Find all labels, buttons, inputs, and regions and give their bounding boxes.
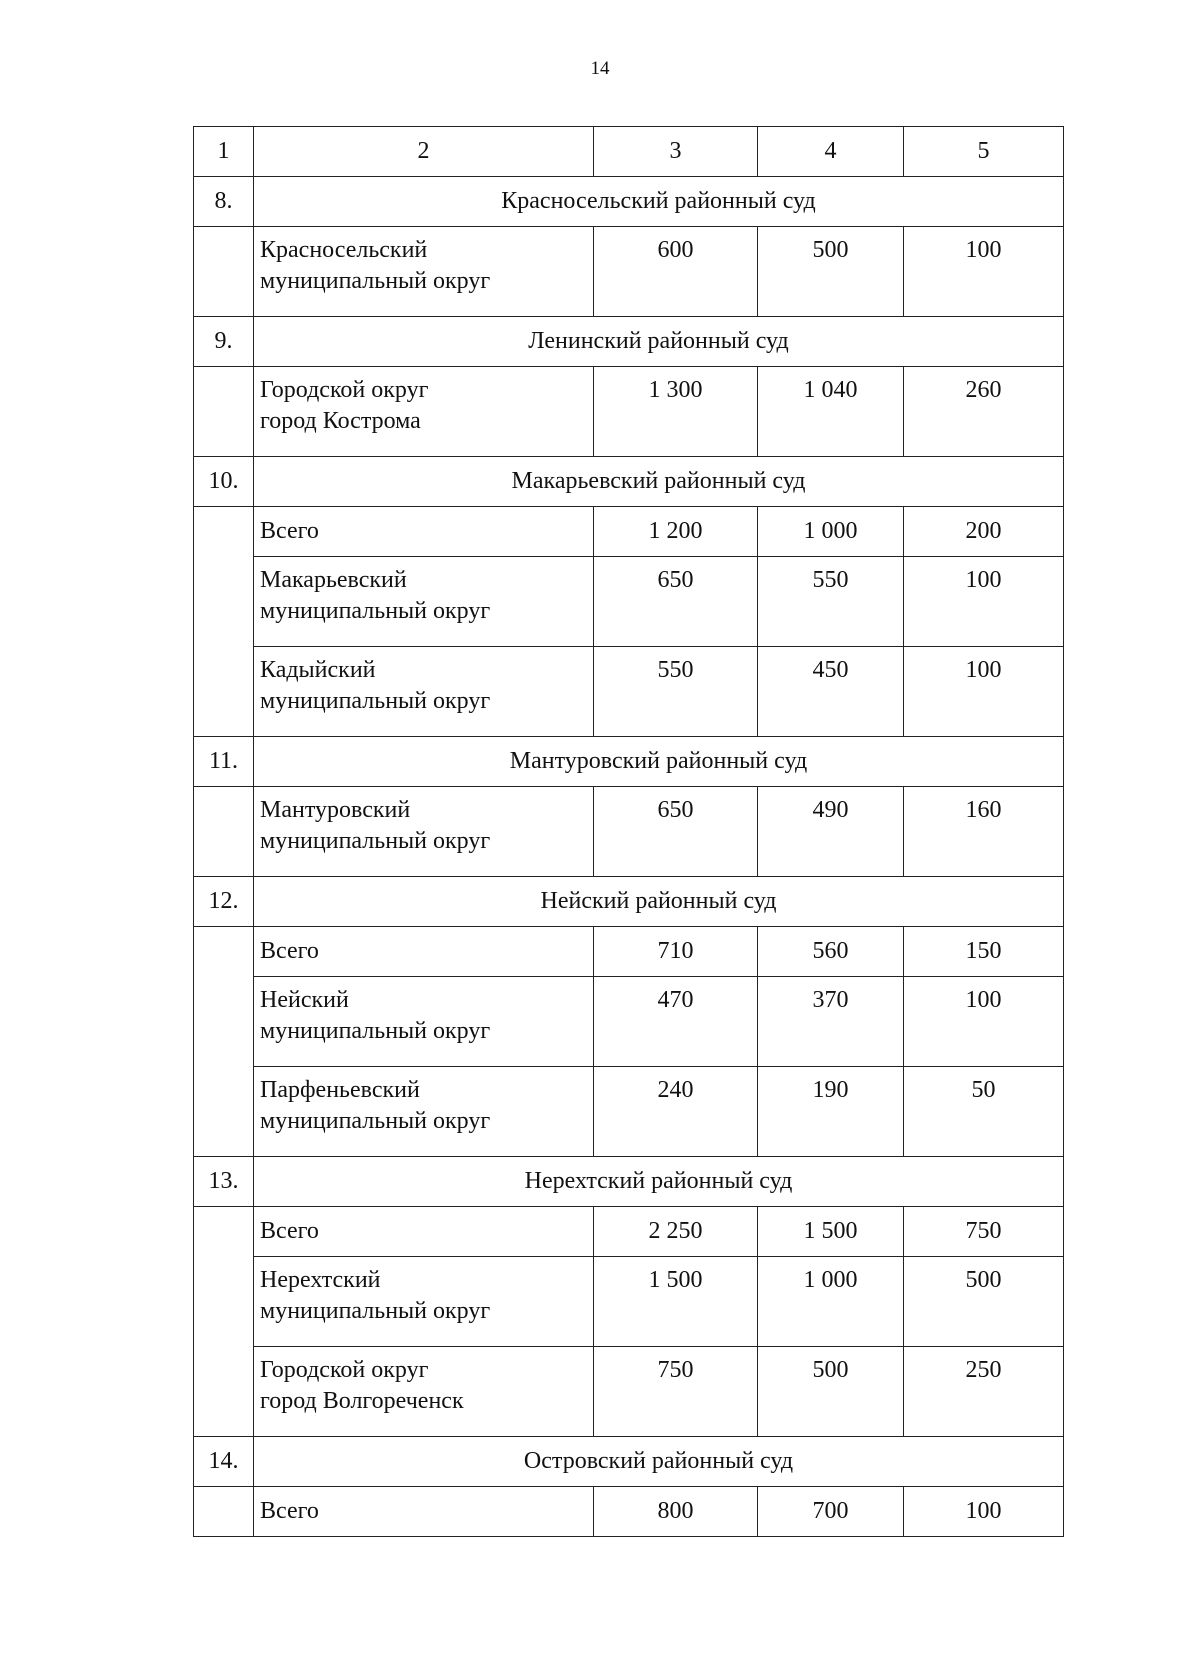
value-col5-cell: 250 <box>904 1347 1064 1437</box>
table-row <box>194 977 1064 1067</box>
table-row <box>194 1257 1064 1347</box>
district-name-line: Парфеньевский <box>260 1077 420 1103</box>
table-row <box>194 557 1064 647</box>
district-name-cell <box>254 557 594 647</box>
district-name-line: муниципальный округ <box>260 1298 491 1324</box>
table-row <box>194 1067 1064 1157</box>
district-name-cell <box>254 1487 594 1537</box>
court-row <box>194 457 1064 507</box>
district-name-line: муниципальный округ <box>260 1018 491 1044</box>
empty-number-cell <box>194 1207 254 1437</box>
court-name: Макарьевский районный суд <box>254 457 1064 507</box>
value-col3-cell: 710 <box>594 927 758 977</box>
empty-number-cell <box>194 507 254 737</box>
district-name-line: Нейский <box>260 987 349 1013</box>
value-col4-cell: 1 000 <box>758 507 904 557</box>
district-name-cell <box>254 507 594 557</box>
value-col4-cell: 1 500 <box>758 1207 904 1257</box>
value-col4-cell: 550 <box>758 557 904 647</box>
district-name-line: Нерехтский <box>260 1267 381 1293</box>
table-row <box>194 1487 1064 1537</box>
court-number: 10. <box>194 457 254 507</box>
district-name-line: Всего <box>260 518 319 544</box>
court-number: 8. <box>194 177 254 227</box>
value-col3-cell: 240 <box>594 1067 758 1157</box>
value-col3-cell: 470 <box>594 977 758 1067</box>
court-row <box>194 877 1064 927</box>
value-col4-cell: 490 <box>758 787 904 877</box>
empty-number-cell <box>194 1487 254 1537</box>
table-row <box>194 927 1064 977</box>
empty-number-cell <box>194 787 254 877</box>
district-name-line: Красносельский <box>260 237 428 263</box>
value-col5-cell: 150 <box>904 927 1064 977</box>
value-col3-cell: 650 <box>594 557 758 647</box>
district-name-line: Городской округ <box>260 1357 429 1383</box>
district-name-line: Всего <box>260 1218 319 1244</box>
value-col3-cell: 750 <box>594 1347 758 1437</box>
district-name-line: Всего <box>260 1498 319 1524</box>
value-col3-cell: 1 300 <box>594 367 758 457</box>
value-col4-cell: 500 <box>758 227 904 317</box>
court-name: Нерехтский районный суд <box>254 1157 1064 1207</box>
column-number-cell: 4 <box>758 127 904 177</box>
district-name-line: муниципальный округ <box>260 688 491 714</box>
district-name-line: муниципальный округ <box>260 268 491 294</box>
district-name-line: Городской округ <box>260 377 429 403</box>
value-col4-cell: 190 <box>758 1067 904 1157</box>
value-col4-cell: 700 <box>758 1487 904 1537</box>
district-name-line: Макарьевский <box>260 567 407 593</box>
page-number: 14 <box>590 58 610 79</box>
value-col5-cell: 100 <box>904 1487 1064 1537</box>
table-row <box>194 367 1064 457</box>
district-name-line: Мантуровский <box>260 797 411 823</box>
district-name-line: Кадыйский <box>260 657 376 683</box>
value-col4-cell: 560 <box>758 927 904 977</box>
value-col3-cell: 600 <box>594 227 758 317</box>
district-name-cell <box>254 1257 594 1347</box>
district-name-line: муниципальный округ <box>260 828 491 854</box>
district-name-line: город Волгореченск <box>260 1388 464 1414</box>
value-col5-cell: 200 <box>904 507 1064 557</box>
district-name-line: Всего <box>260 938 319 964</box>
court-number: 12. <box>194 877 254 927</box>
empty-number-cell <box>194 227 254 317</box>
column-number-cell: 5 <box>904 127 1064 177</box>
table-row <box>194 787 1064 877</box>
district-name-cell <box>254 1067 594 1157</box>
value-col5-cell: 100 <box>904 647 1064 737</box>
table-row <box>194 1207 1064 1257</box>
allocation-table <box>193 126 1064 1537</box>
value-col5-cell: 500 <box>904 1257 1064 1347</box>
district-name-cell <box>254 977 594 1067</box>
court-row <box>194 177 1064 227</box>
court-number: 9. <box>194 317 254 367</box>
table-row <box>194 647 1064 737</box>
court-name: Ленинский районный суд <box>254 317 1064 367</box>
value-col3-cell: 650 <box>594 787 758 877</box>
value-col5-cell: 260 <box>904 367 1064 457</box>
empty-number-cell <box>194 927 254 1157</box>
district-name-cell <box>254 367 594 457</box>
table-body <box>194 127 1064 1537</box>
value-col4-cell: 370 <box>758 977 904 1067</box>
district-name-cell <box>254 227 594 317</box>
court-number: 13. <box>194 1157 254 1207</box>
district-name-cell <box>254 927 594 977</box>
district-name-cell <box>254 1347 594 1437</box>
table-row <box>194 1347 1064 1437</box>
court-name: Нейский районный суд <box>254 877 1064 927</box>
value-col4-cell: 1 040 <box>758 367 904 457</box>
court-name: Мантуровский районный суд <box>254 737 1064 787</box>
column-number-cell: 2 <box>254 127 594 177</box>
district-name-line: муниципальный округ <box>260 598 491 624</box>
column-number-cell: 3 <box>594 127 758 177</box>
value-col3-cell: 1 500 <box>594 1257 758 1347</box>
district-name-cell <box>254 787 594 877</box>
district-name-line: город Кострома <box>260 408 421 434</box>
court-row <box>194 317 1064 367</box>
table-row <box>194 227 1064 317</box>
value-col4-cell: 1 000 <box>758 1257 904 1347</box>
court-name: Красносельский районный суд <box>254 177 1064 227</box>
empty-number-cell <box>194 367 254 457</box>
court-name: Островский районный суд <box>254 1437 1064 1487</box>
value-col5-cell: 100 <box>904 977 1064 1067</box>
court-row <box>194 1157 1064 1207</box>
court-row <box>194 1437 1064 1487</box>
value-col5-cell: 100 <box>904 557 1064 647</box>
value-col5-cell: 160 <box>904 787 1064 877</box>
district-name-line: муниципальный округ <box>260 1108 491 1134</box>
district-name-cell <box>254 647 594 737</box>
value-col4-cell: 500 <box>758 1347 904 1437</box>
value-col5-cell: 100 <box>904 227 1064 317</box>
court-number: 11. <box>194 737 254 787</box>
district-name-cell <box>254 1207 594 1257</box>
table-row <box>194 507 1064 557</box>
value-col5-cell: 750 <box>904 1207 1064 1257</box>
value-col3-cell: 550 <box>594 647 758 737</box>
value-col5-cell: 50 <box>904 1067 1064 1157</box>
court-row <box>194 737 1064 787</box>
value-col3-cell: 1 200 <box>594 507 758 557</box>
value-col4-cell: 450 <box>758 647 904 737</box>
court-number: 14. <box>194 1437 254 1487</box>
value-col3-cell: 2 250 <box>594 1207 758 1257</box>
value-col3-cell: 800 <box>594 1487 758 1537</box>
column-number-row <box>194 127 1064 177</box>
column-number-cell: 1 <box>194 127 254 177</box>
